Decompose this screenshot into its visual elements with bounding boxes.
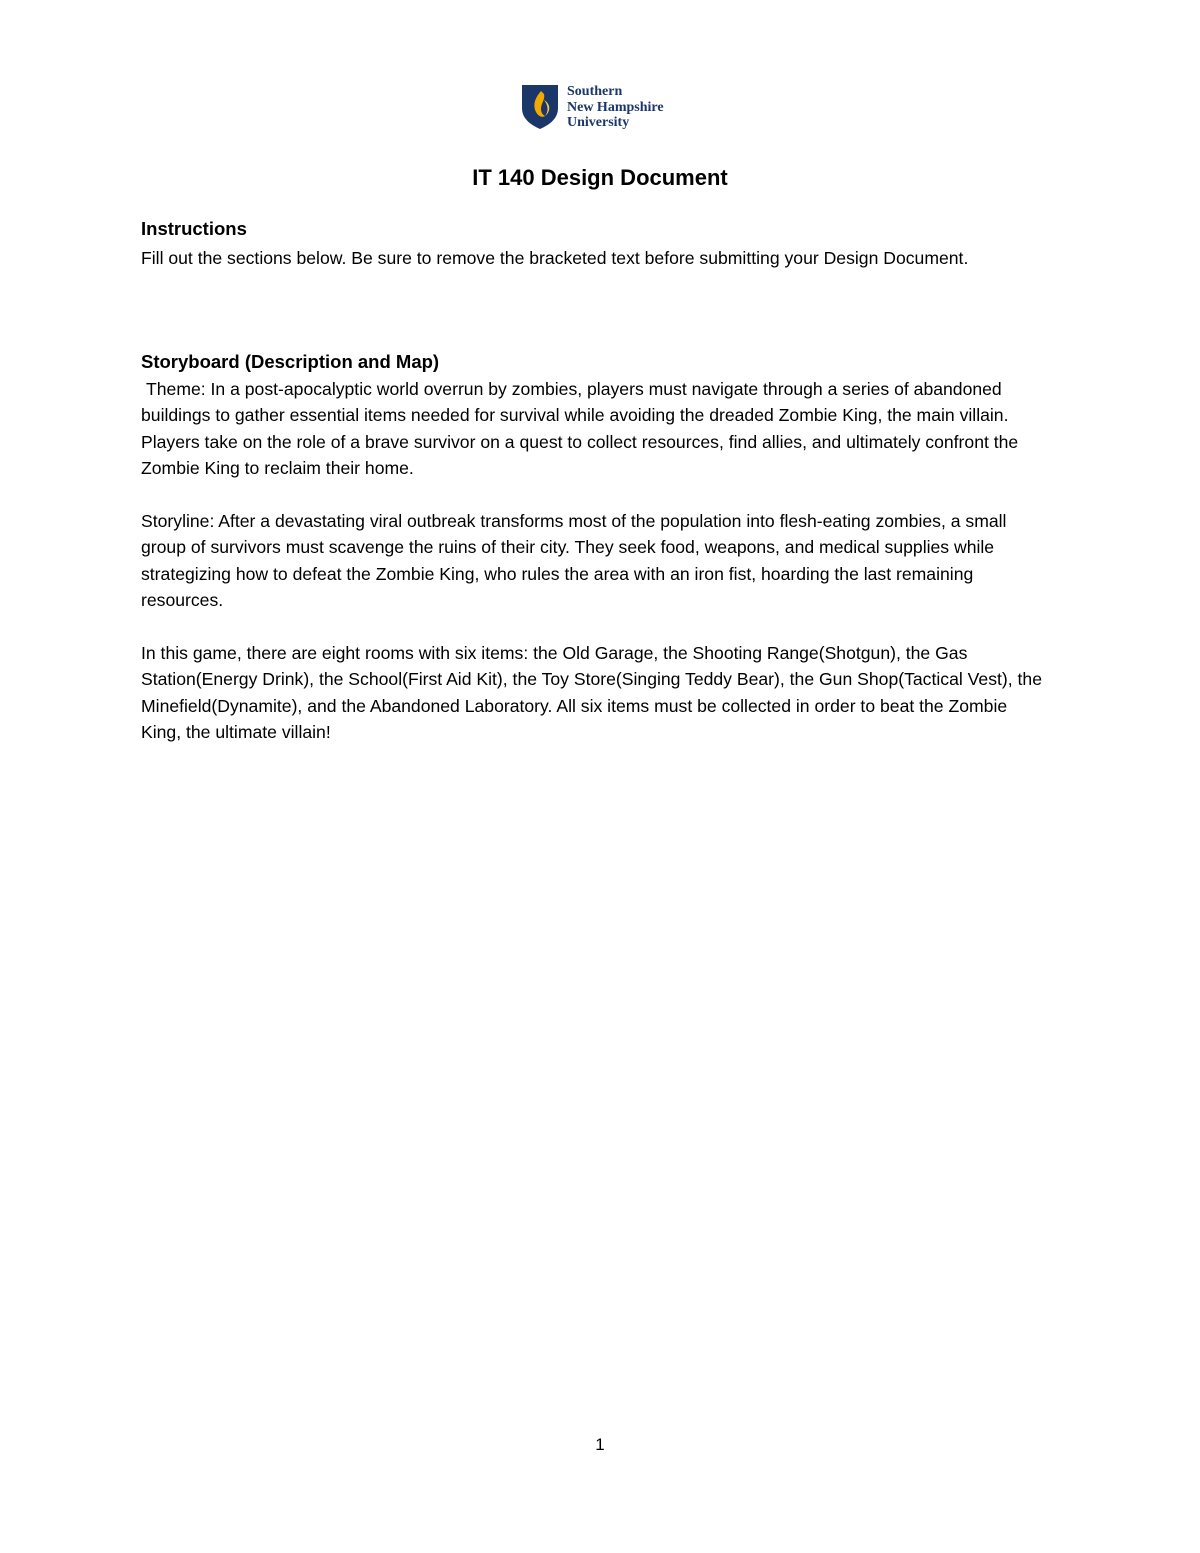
logo-line-2: New Hampshire [567,99,664,115]
shield-flame-icon [521,84,559,130]
logo-wordmark [567,84,664,131]
snhu-logo [521,84,664,131]
theme-paragraph: Theme: In a post-apocalyptic world overrun by zombies, players must navigate through a series of abandoned buildings to gather essential items needed for survival while avoiding the dreaded Zombie King, the main villain. Players take on the role of a brave survivor on a quest to collect resources, find allies, and ultimately confront the Zombie King to reclaim their home. [141,379,1019,478]
rooms-paragraph: In this game, there are eight rooms with six items: the Old Garage, the Shooting Range(Shotgun), the Gas Station(Energy Drink), the School(First Aid Kit), the Toy Store(Singing Teddy Bear), the Gun Shop(Tactical Vest), the Minefield(Dynamite), and the Abandoned Laboratory. All six items must be collected in order to beat the Zombie King, the ultimate villain! [141,643,1042,742]
instructions-heading: Instructions [141,218,247,239]
page-number: 1 [595,1435,605,1454]
storyboard-heading: Storyboard (Description and Map) [141,351,440,372]
storyline-paragraph: Storyline: After a devastating viral outbreak transforms most of the population into flesh-eating zombies, a small group of survivors must scavenge the ruins of their city. They seek food, weapons, and medical supplies while strategizing how to defeat the Zombie King, who rules the area with an iron fist, hoarding the last remaining resources. [141,511,1007,610]
logo-line-1: Southern [567,84,623,99]
document-title: IT 140 Design Document [472,165,728,190]
logo-line-3: University [567,115,630,130]
instructions-text: Fill out the sections below. Be sure to remove the bracketed text before submitting your Design Document. [141,248,969,268]
